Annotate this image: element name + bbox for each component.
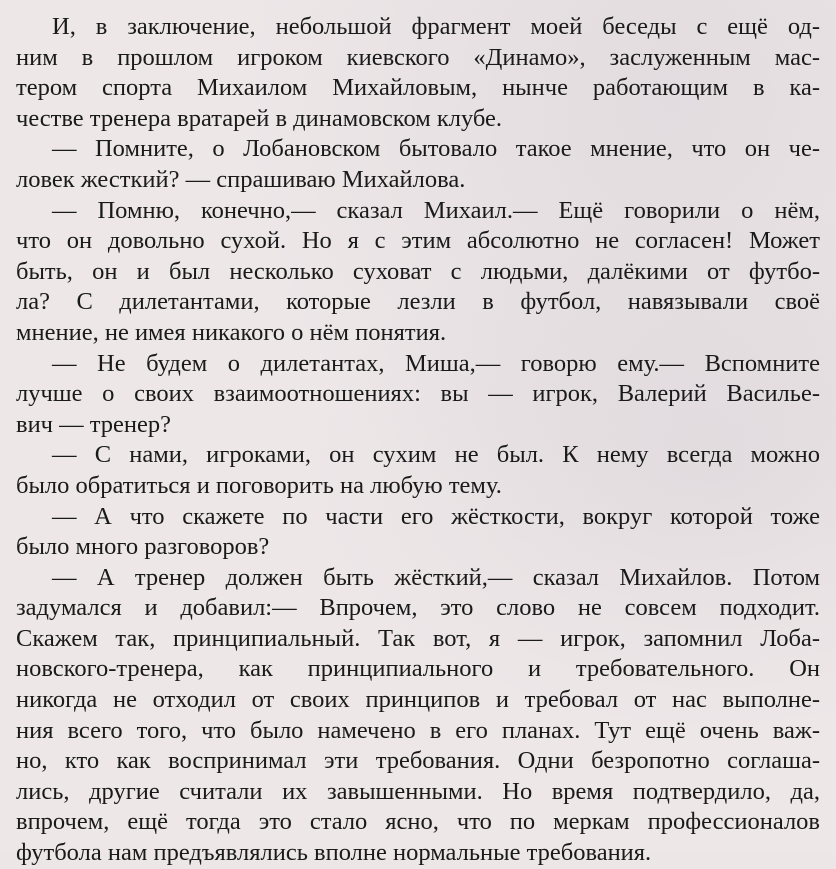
text-line: было много разговоров? <box>16 533 270 561</box>
text-line: — А тренер должен быть жёсткий,— сказал Михайлов. Потом <box>52 563 820 591</box>
text-line: — Помните, о Лобановском бытовало такое мнение, что он че- <box>52 135 820 163</box>
text-line: — А что скажете по части его жёсткости, вокруг которой тоже <box>52 502 820 530</box>
paragraph <box>16 349 820 441</box>
text-line: вич — тренер? <box>16 410 171 438</box>
text-line: ния всего того, что было намечено в его планах. Тут ещё очень важ- <box>16 716 820 744</box>
text-line: — С нами, игроками, он сухим не был. К нему всегда можно <box>52 441 820 469</box>
paragraph <box>16 440 820 501</box>
text-line: футбола нам предъявлялись вполне нормальные требования. <box>16 839 652 867</box>
text-line: ним в прошлом игроком киевского «Динамо», заслуженным мас- <box>16 43 820 71</box>
text-line: ла? С дилетантами, которые лезли в футбол, навязывали своё <box>16 288 820 316</box>
text-line: что он довольно сухой. Но я с этим абсолютно не согласен! Может <box>16 227 820 255</box>
text-line: Скажем так, принципиальный. Так вот, я — игрок, запомнил Лоба- <box>16 624 820 652</box>
text-line: честве тренера вратарей в динамовском клубе. <box>16 104 503 132</box>
text-line: впрочем, ещё тогда это стало ясно, что по меркам профессионалов <box>16 808 820 836</box>
text-line: новского-тренера, как принципиального и требовательного. Он <box>16 655 820 683</box>
article-text <box>16 12 820 869</box>
paragraph <box>16 12 820 134</box>
text-line: мнение, не имея никакого о нём понятия. <box>16 318 447 346</box>
text-line: быть, он и был несколько суховат с людьми, далёкими от футбо- <box>16 257 820 285</box>
text-line: И, в заключение, небольшой фрагмент моей беседы с ещё од- <box>52 13 820 40</box>
text-line: тером спорта Михаилом Михайловым, нынче работающим в ка- <box>16 74 820 102</box>
paragraph <box>16 563 820 869</box>
text-line: лучше о своих взаимоотношениях: вы — игрок, Валерий Василье- <box>16 380 820 408</box>
text-line: — Помню, конечно,— сказал Михаил.— Ещё говорили о нём, <box>52 196 820 224</box>
text-line: ловек жесткий? — спрашиваю Михайлова. <box>16 165 466 193</box>
text-line: лись, другие считали их завышенными. Но время подтвердило, да, <box>16 777 820 805</box>
text-line: никогда не отходил от своих принципов и требовал от нас выполне- <box>16 686 820 714</box>
paragraph <box>16 502 820 563</box>
paragraph <box>16 196 820 349</box>
text-line: — Не будем о дилетантах, Миша,— говорю ему.— Вспомните <box>52 349 820 377</box>
paragraph <box>16 134 820 195</box>
text-line: было обратиться и поговорить на любую тему. <box>16 471 502 499</box>
text-line: но, кто как воспринимал эти требования. Одни безропотно соглаша- <box>16 747 820 775</box>
text-line: задумался и добавил:— Впрочем, это слово не совсем подходит. <box>16 594 820 622</box>
